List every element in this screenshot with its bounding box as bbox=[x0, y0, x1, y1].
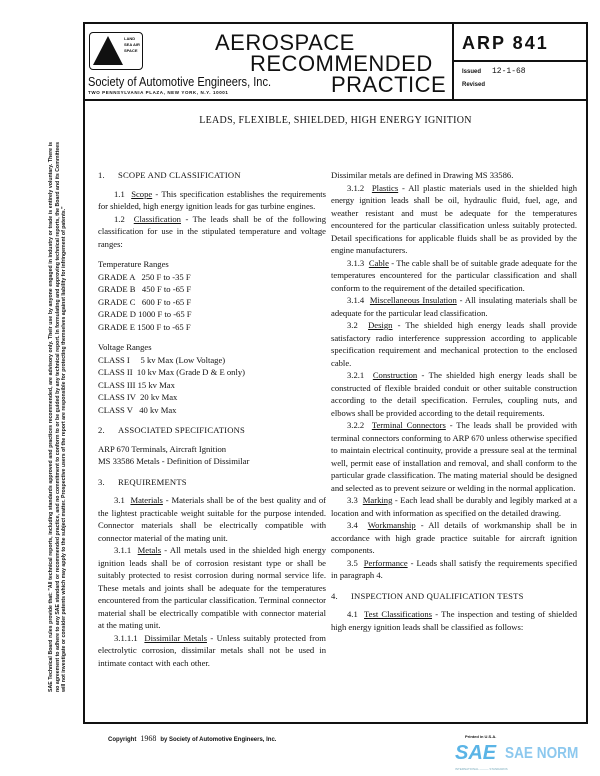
watermark-norm-text: SAE NORM bbox=[505, 745, 579, 762]
voltage-range: CLASS V 40 kv Max bbox=[98, 404, 177, 415]
revised-label: Revised bbox=[462, 82, 486, 88]
paragraph: 3.2 Design - The shielded high energy leads shall provide satisfactory radio interference suppression according to applicable specification requirement and mechanical protection to the enclosed cable. bbox=[331, 320, 577, 368]
paragraph: 1.2 Classification - The leads shall be of the following classification for use in the stipulated temperature and voltage ranges: bbox=[98, 213, 326, 249]
sae-logo bbox=[89, 32, 143, 70]
voltage-range: CLASS IV 20 kv Max bbox=[98, 392, 178, 402]
sae-disclaimer bbox=[48, 140, 82, 695]
watermark-sae-logo: SAE bbox=[455, 742, 497, 764]
paragraph: 3.1.1 Metals - All metals used in the shielded high energy ignition leads shall be of corrosion resistant type or shall be suitably protected to resist corrosion during normal service life. These metals and joints shall be adequate for the temperatures encountered from the particular classification. Terminal connector material shall be electrically compatible with connector material at the mating unit. bbox=[98, 545, 327, 630]
voltage-ranges-heading: Voltage Ranges bbox=[98, 342, 152, 352]
issued-date: 12-1-68 bbox=[492, 67, 526, 76]
document-header bbox=[85, 24, 586, 101]
paragraph: 1.1 Scope - This specification establishes the requirements for shielded, high energy ignition leads for gas turbine engines. bbox=[98, 188, 326, 211]
paragraph: 3.1 Materials - Materials shall be of the best quality and of the lightest practicable weight suitable for the purpose intended. Connector materials shall be electrically compatible with connector material of the mating unit. bbox=[98, 495, 327, 543]
logo-text: LAND SEA AIR SPACE bbox=[124, 36, 140, 53]
title-practice: PRACTICE bbox=[331, 72, 447, 97]
society-address: TWO PENNSYLVANIA PLAZA, NEW YORK, N.Y. 10001 bbox=[88, 90, 229, 95]
sae-norm-watermark bbox=[455, 734, 595, 774]
society-name: Society of Automotive Engineers, Inc. bbox=[88, 74, 272, 89]
section-heading: 3. REQUIREMENTS bbox=[98, 476, 187, 487]
doc-number: ARP 841 bbox=[454, 24, 586, 62]
temperature-range: GRADE C 600 F to -65 F bbox=[98, 296, 192, 307]
watermark-subtext: INTERNATIONAL ——— STANDARDS bbox=[455, 767, 508, 771]
spec-reference: ARP 670 Terminals, Aircraft Ignition bbox=[98, 443, 227, 454]
section-heading: 2. ASSOCIATED SPECIFICATIONS bbox=[98, 425, 246, 435]
spec-reference: MS 33586 Metals - Definition of Dissimilar bbox=[98, 456, 250, 466]
header-right bbox=[454, 24, 586, 99]
document-title: LEADS, FLEXIBLE, SHIELDED, HIGH ENERGY IGNITION bbox=[199, 115, 472, 126]
paragraph: 3.4 Workmanship - All details of workmanship shall be in accordance with high grade practice suitable for aircraft ignition components. bbox=[331, 520, 577, 555]
paragraph: 3.1.3 Cable - The cable shall be of suitable grade adequate for the temperatures encountered for the particular classification and shall conform to the requirement of the detailed specification. bbox=[331, 257, 578, 293]
paragraph: 3.3 Marking - Each lead shall be durably and legibly marked at a location and with information as specified on the detailed drawing. bbox=[331, 495, 578, 518]
paragraph: 3.2.2 Terminal Connectors - The leads shall be provided with terminal connectors conforming to ARP 670 unless otherwise specified to maintain electrical continuity, provide a pressure seal at the terminal well, permit ease of installation and removal, and shall conform to the particular grade classification. The mating material should be designed and selected as to prevent seizure or welding in the normal application. bbox=[331, 420, 578, 493]
voltage-range: CLASS III 15 kv Max bbox=[98, 379, 175, 390]
title-aerospace: AEROSPACE bbox=[215, 30, 355, 55]
temperature-range: GRADE D 1000 F to -65 F bbox=[98, 309, 192, 319]
temperature-range: GRADE E 1500 F to -65 F bbox=[98, 321, 191, 332]
disclaimer-text: SAE Technical Board rules provide that: "All technical reports, including standards approved and practices recommended, are advisory only. Their use by anyone engaged in industry or trade is entirely voluntary. There is no agreement to adhere to any SAE standard or recommended practice, and no commitment to conform to or be guided by any technical report. In formulating and approving technical reports, the Board and its Committees will not investigate or consider patents which may apply to the subject matter. Prospective users of the report are responsible for protecting themselves against liability for infringement of patents." bbox=[48, 142, 68, 692]
right-column bbox=[331, 169, 577, 633]
paragraph: 3.5 Performance - Leads shall satisfy the requirements specified in paragraph 4. bbox=[331, 557, 578, 580]
document-frame bbox=[83, 22, 588, 724]
paragraph: 3.1.4 Miscellaneous Insulation - All insulating materials shall be adequate for the particular lead classification. bbox=[331, 295, 578, 318]
sae-emblem-icon bbox=[93, 36, 123, 65]
paragraph: 4.1 Test Classifications - The inspection and testing of shielded high energy ignition leads shall be classified as follows: bbox=[331, 609, 577, 632]
section-heading: 1. SCOPE AND CLASSIFICATION bbox=[98, 170, 241, 180]
title-recommended: RECOMMENDED bbox=[250, 51, 433, 76]
temperature-range: GRADE B 450 F to -65 F bbox=[98, 284, 192, 294]
left-column bbox=[98, 169, 326, 669]
paragraph: 3.1.2 Plastics - All plastic materials used in the shielded high energy ignition leads shall be oil, hydraulic fluid, fuel, age, and weather resistant and must be adequate for the temperatures encountered for the particular classification unless suitably protected. Detail specifications for applicable fluids shall be as provided by the engine manufacturers. bbox=[331, 182, 577, 255]
paragraph: Dissimilar metals are defined in Drawing MS 33586. bbox=[331, 170, 514, 180]
header-left bbox=[85, 24, 454, 99]
printed-label: Printed in U.S.A. bbox=[465, 734, 497, 739]
copyright-notice: Copyright 1968 by Society of Automotive Engineers, Inc. bbox=[108, 734, 277, 743]
section-heading: 4. INSPECTION AND QUALIFICATION TESTS bbox=[331, 590, 524, 601]
voltage-range: CLASS II 10 kv Max (Grade D & E only) bbox=[98, 367, 246, 377]
paragraph: 3.2.1 Construction - The shielded high energy leads shall be constructed of flexible braided conduit or other suitable construction according to the detail specification. Ferrules, coupling nuts, and elbows shall be provided according to the detail requirements. bbox=[331, 370, 577, 418]
temperature-range: GRADE A 250 F to -35 F bbox=[98, 271, 191, 282]
temperature-ranges-heading: Temperature Ranges bbox=[98, 259, 169, 269]
voltage-range: CLASS I 5 kv Max (Low Voltage) bbox=[98, 354, 226, 365]
issued-label: Issued bbox=[462, 69, 482, 75]
paragraph: 3.1.1.1 Dissimilar Metals - Unless suitably protected from electrolytic corrosion, dissimilar metals shall not be used in intimate contact with each other. bbox=[98, 632, 326, 668]
